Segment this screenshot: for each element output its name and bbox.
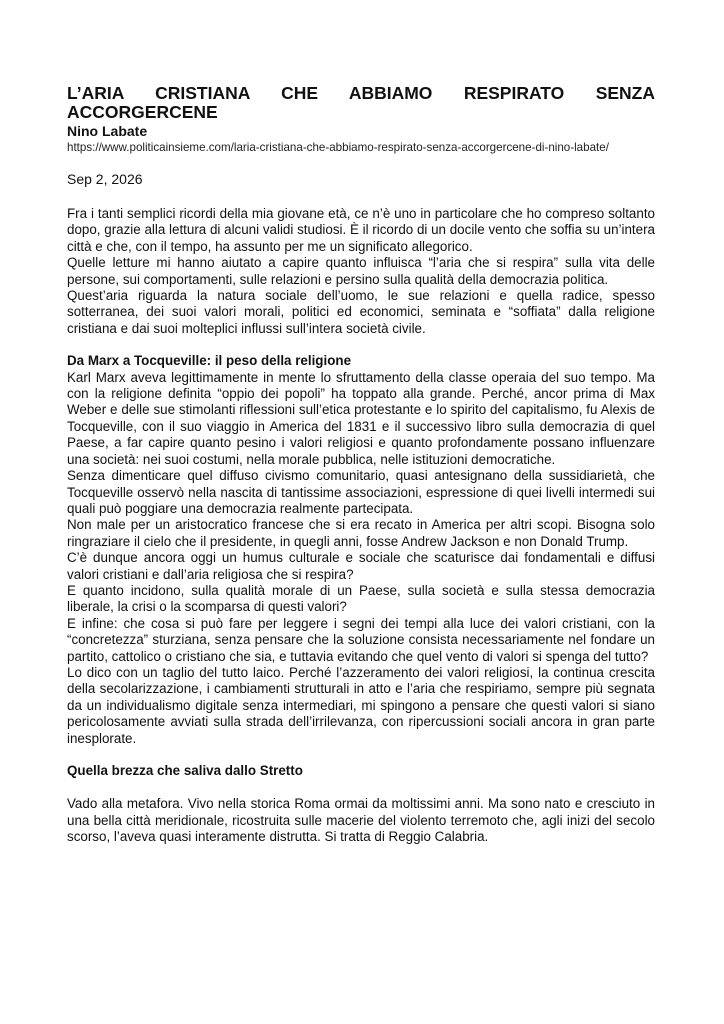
section-intro — [67, 206, 655, 337]
paragraph: C’è dunque ancora oggi un humus culturale e sociale che scaturisce dai fondamentali e diffusi valori cristiani e dall’aria religiosa che si respira? — [67, 550, 655, 582]
paragraph: E quanto incidono, sulla qualità morale di un Paese, sulla società e sulla stessa democrazia liberale, la crisi o la scomparsa di questi valori? — [67, 582, 655, 615]
paragraph: Non male per un aristocratico francese che si era recato in America per altri scopi. Bisogna solo ringraziare il cielo che il presidente, in quegli anni, fosse Andrew Jackson e non Donald Trump. — [67, 517, 655, 549]
article-url: https://www.politicainsieme.com/laria-cristiana-che-abbiamo-respirato-senza-accorgercene-di-nino-labate/ — [67, 141, 609, 154]
article-title: L’ARIA CRISTIANA CHE ABBIAMO RESPIRATO SENZA ACCORGERCENE — [67, 83, 655, 122]
paragraph: Vado alla metafora. Vivo nella storica Roma ormai da moltissimi anni. Ma sono nato e cresciuto in una bella città meridionale, ricostruita sulle macerie del violento terremoto che, agli inizi del secolo scorso, l’aveva quasi interamente distrutta. Si tratta di Reggio Calabria. — [67, 796, 655, 845]
section-stretto — [67, 763, 655, 846]
paragraph: E infine: che cosa si può fare per leggere i segni dei tempi alla luce dei valori cristiani, con la “concretezza” sturziana, senza pensare che la soluzione consista necessariamente nel fondare un partito, cattolico o cristiano che sia, e tuttavia evitando che quel vento di valori si spenga del tutto? — [67, 615, 655, 664]
section-heading: Da Marx a Tocqueville: il peso della religione — [67, 353, 352, 369]
paragraph: Quelle letture mi hanno aiutato a capire quanto influisca “l’aria che si respira” sulla vita delle persone, sui comportamenti, sulle relazioni e persino sulla qualità della democrazia politica. — [67, 255, 655, 287]
section-heading: Quella brezza che saliva dallo Stretto — [67, 763, 303, 778]
paragraph: Fra i tanti semplici ricordi della mia giovane età, ce n’è uno in particolare che ho compreso soltanto dopo, grazie alla lettura di alcuni validi studiosi. È il ricordo di un docile vento che soffia su un’intera città e che, con il tempo, ha assunto per me un significato allegorico. — [67, 206, 655, 254]
section-marx-tocqueville — [67, 353, 655, 747]
document-page — [67, 84, 655, 846]
article-author: Nino Labate — [67, 123, 148, 139]
paragraph: Quest’aria riguarda la natura sociale dell’uomo, le sue relazioni e quella radice, spesso sotterranea, dei suoi valori morali, politici ed economici, seminata e “soffiata” dalla religione cristiana e dai suoi molteplici influssi sull’intera società civile. — [67, 288, 655, 336]
paragraph: Senza dimenticare quel diffuso civismo comunitario, quasi antesignano della sussidiarietà, che Tocqueville osservò nella nascita di tantissime associazioni, espressione di quei livelli intermedi sui quali può poggiare una democrazia realmente partecipata. — [67, 468, 655, 516]
paragraph: Lo dico con un taglio del tutto laico. Perché l’azzeramento dei valori religiosi, la continua crescita della secolarizzazione, i cambiamenti strutturali in atto e l’aria che respiriamo, sempre più segnata da un individualismo digitale senza intermediari, mi spingono a pensare che questi valori si siano pericolosamente avviati sulla strada dell’irrilevanza, con ripercussioni sociali ancora in gran parte inesplorate. — [67, 664, 655, 746]
paragraph: Karl Marx aveva legittimamente in mente lo sfruttamento della classe operaia del suo tempo. Ma con la religione definita “oppio dei popoli” ha toppato alla grande. Perché, ancor prima di Max Weber e delle sue stimolanti riflessioni sull’etica protestante e lo spirito del capitalismo, fu Alexis de Tocqueville, con il suo viaggio in America del 1831 e il successivo libro sulla democrazia di quel Paese, a far capire quanto pesino i valori religiosi e quanto profondamente possano influenzare una società: nei suoi costumi, nella morale pubblica, nelle istituzioni democratiche. — [67, 369, 655, 467]
article-date: Sep 2, 2026 — [67, 171, 143, 187]
